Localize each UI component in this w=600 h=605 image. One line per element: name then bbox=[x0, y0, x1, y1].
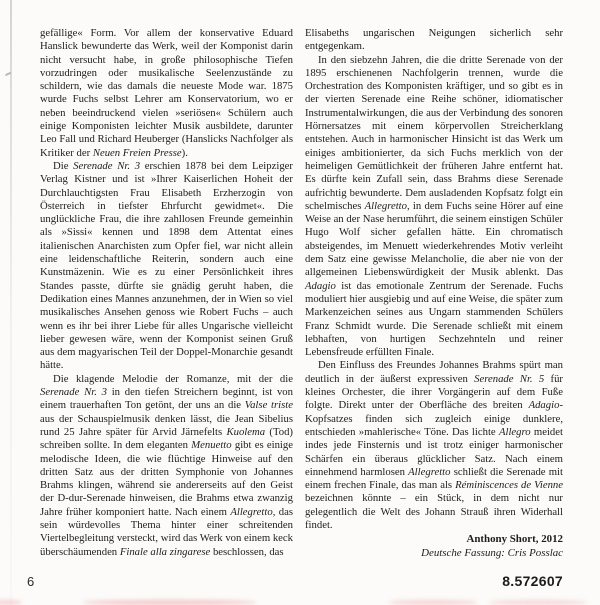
text-run: beschlossen, das bbox=[210, 545, 284, 558]
text-run: ist das emotionale Zentrum der Serenade. Fuchs moduliert hier ausgiebig und auf eine Weise, die später zum Markenzeichen seines aus Ungarn stammenden Schülers Franz Schmidt wurde. Die Serenade schließt mit einem lebhaften, von hurtigen Sechzehnteln und reiner Lebensfreude erfüllten Finale. bbox=[305, 279, 563, 359]
paragraph bbox=[40, 27, 293, 160]
italic-text-run: Adagio bbox=[305, 279, 336, 292]
text-run: erschien 1878 bei dem Leipziger Verlag Kistner und ist »Ihrer Kaiserlichen Hoheit der Durchlauchtigsten Frau Elisabeth Erzherzogin von Österreich in tiefster Ehrfurcht gewidmet«. Die unglückliche Frau, die ihre zahllosen Freunde gemeinhin als »Sissi« kennen und 1898 dem Attentat eines italienischen Anarchisten zum Opfer fiel, war nicht allein eine leidenschaftliche Reiterin, sondern auch eine Kunstmäzenin. Wie es zu einer Persönlichkeit ihres Standes passte, dürfte sie gnädig geruht haben, die Dedikation eines Mannes anzunehmen, der in Wien so viel musikalisches Ansehen genoss wie Robert Fuchs – auch wenn es ihr bei ihrer Liebe für alles Ungarische vielleicht lieber gewesen wäre, wenn der Komponist seinen Gruß aus dem magyarischen Teil der Doppel-Monarchie gesandt hätte. bbox=[40, 159, 293, 372]
paragraph bbox=[40, 160, 293, 373]
text-run: -Kopfsatzes finden sich zugleich einige dunklere, entschieden »mahlerische« Töne. Das lichte bbox=[305, 399, 563, 438]
text-run: gefällige« Form. Vor allem der konservative Eduard Hanslick bewunderte das Werk, weil der Komponist darin nicht versucht habe, in große philosophische Tiefen vorzudringen oder musikalische Seelenzustände zu schildern, wie das damals die neueste Mode war. 1875 wurde Fuchs selbst Lehrer am Konservatorium, wo er neben beeindruckend vielen »seriösen« Schülern auch einige Komponisten leichter Musik ausbildete, darunter Leo Fall und Richard Heuberger (Hanslicks Nachfolger als Kritiker der bbox=[40, 27, 293, 159]
text-run: schließt die Serenade mit einem frechen Finale, das man als bbox=[305, 465, 563, 492]
text-run: in den tiefen Streichern beginnt, ist von einem trauerhaften Ton getönt, der uns an die bbox=[40, 386, 293, 412]
italic-text-run: Serenade Nr. 3 bbox=[40, 386, 107, 399]
text-run: (Tod) schreiben sollte. In dem eleganten bbox=[40, 425, 293, 452]
paragraph bbox=[40, 373, 293, 559]
text-run: In den siebzehn Jahren, die die dritte Serenade von der 1895 erschienenen Nachfolgerin trennen, wurde die Orchestration des Komponisten kräftiger, und so gibt es in der vierten Serenade eine Reihe schöner, idiomatischer Instrumentalwirkungen, die aus der Verbindung des sonoren Hörnersatzes mit einem körpervollen Streicherklang entstehen. Auch in harmonischer Hinsicht ist das Werk um einiges ambitionierter, da sich Fuchs merklich von der heimeligen Gemütlichkeit der früheren Jahre entfernt hat. Es dürfte kein Zufall sein, dass Brahms diese Serenade aufrichtig bewunderte. Dem ausladenden Kopfsatz folgt ein schelmisches bbox=[305, 53, 563, 212]
text-column-left bbox=[40, 27, 293, 560]
author-credit: Anthony Short, 2012 bbox=[466, 533, 563, 546]
print-bleed-blur-3 bbox=[488, 600, 588, 605]
print-bleed-blur-4 bbox=[0, 600, 22, 605]
text-run: aus der Schauspielmusik denken lässt, die Jean Sibelius rund 25 Jahre später für Arvid Järnefelts bbox=[40, 412, 293, 438]
text-run: , das sein würdevolles Thema hinter einer schreitenden Viertelbegleitung versteckt, wird das Werk von einem keck überschäumenden bbox=[40, 505, 293, 558]
liner-notes-text bbox=[40, 27, 563, 560]
text-column-right bbox=[305, 27, 563, 560]
page-number: 6 bbox=[27, 574, 35, 589]
italic-text-run: Allegretto bbox=[408, 465, 451, 478]
print-bleed-blur-1 bbox=[82, 600, 257, 605]
italic-text-run: Menuetto bbox=[191, 439, 232, 452]
italic-text-run: Valse triste bbox=[244, 399, 293, 412]
text-run: für kleines Orchester, die ihrer Vorgängerin auf dem Fuße folgte. Direkt unter der Oberfläche des breiten bbox=[305, 372, 563, 412]
italic-text-run: Kuolema bbox=[226, 425, 266, 438]
spine-fold-line bbox=[10, 0, 12, 605]
translation-credit: Deutsche Fassung: Cris Posslac bbox=[421, 546, 563, 559]
italic-text-run: Allegro bbox=[498, 425, 531, 438]
text-run: ). bbox=[181, 146, 188, 159]
italic-text-run: Neuen Freien Presse bbox=[92, 146, 182, 159]
credits bbox=[305, 533, 563, 560]
paragraph bbox=[305, 54, 563, 360]
print-bleed-blur-2 bbox=[388, 600, 478, 605]
italic-text-run: Adagio bbox=[528, 399, 560, 412]
italic-text-run: Finale alla zingarese bbox=[119, 545, 211, 558]
italic-text-run: Allegretto bbox=[230, 505, 273, 518]
text-run: Den Einfluss des Freundes Johannes Brahms spürt man deutlich in der äußerst expressiven bbox=[305, 359, 563, 385]
italic-text-run: Allegretto bbox=[364, 199, 407, 212]
text-run: Elisabeths ungarischen Neigungen sicherlich sehr entgegenkam. bbox=[305, 27, 563, 53]
paragraph bbox=[305, 27, 563, 54]
text-run: bezeichnen könnte – ein Stück, in dem nicht nur gelegentlich die Welt des Johann Strauß ihren Widerhall findet. bbox=[305, 492, 563, 531]
italic-text-run: Serenade Nr. 5 bbox=[474, 372, 545, 385]
italic-text-run: Serenade Nr. 3 bbox=[73, 159, 141, 172]
paragraph bbox=[305, 359, 563, 532]
text-run: meidet indes jede Finsternis und ist trotz einiger harmonischer Schärfen ein überaus glücklicher Satz. Nach einem einnehmend harmlosen bbox=[305, 425, 563, 478]
text-run: Die bbox=[53, 159, 74, 172]
column-paragraphs bbox=[305, 27, 563, 532]
text-run: , in dem Fuchs seine Hörer auf eine Weise an der Nase herumführt, die seinem einstigen Schüler Hugo Wolf sicher gefallen hätte. Ein chromatisch absteigendes, im Menuett wiederkehrendes Motiv verleiht dem Satz eine gewisse Melancholie, die aber nie von der allgemeinen Liebenswürdigkeit der Musik ablenkt. Das bbox=[305, 199, 563, 279]
catalogue-number: 8.572607 bbox=[502, 573, 563, 589]
text-run: Die klagende Melodie der Romanze, mit der die bbox=[53, 372, 293, 385]
italic-text-run: Réminiscences de Vienne bbox=[455, 479, 563, 492]
text-run: gibt es einige melodische Ideen, die wie flüchtige Hinweise auf den dritten Satz aus der dritten Symphonie von Johannes Brahms klingen, während sie andererseits auf den Geist der D-dur-Serenade hinweisen, die Brahms etwa zwanzig Jahre früher komponiert hatte. Nach einem bbox=[40, 439, 293, 518]
